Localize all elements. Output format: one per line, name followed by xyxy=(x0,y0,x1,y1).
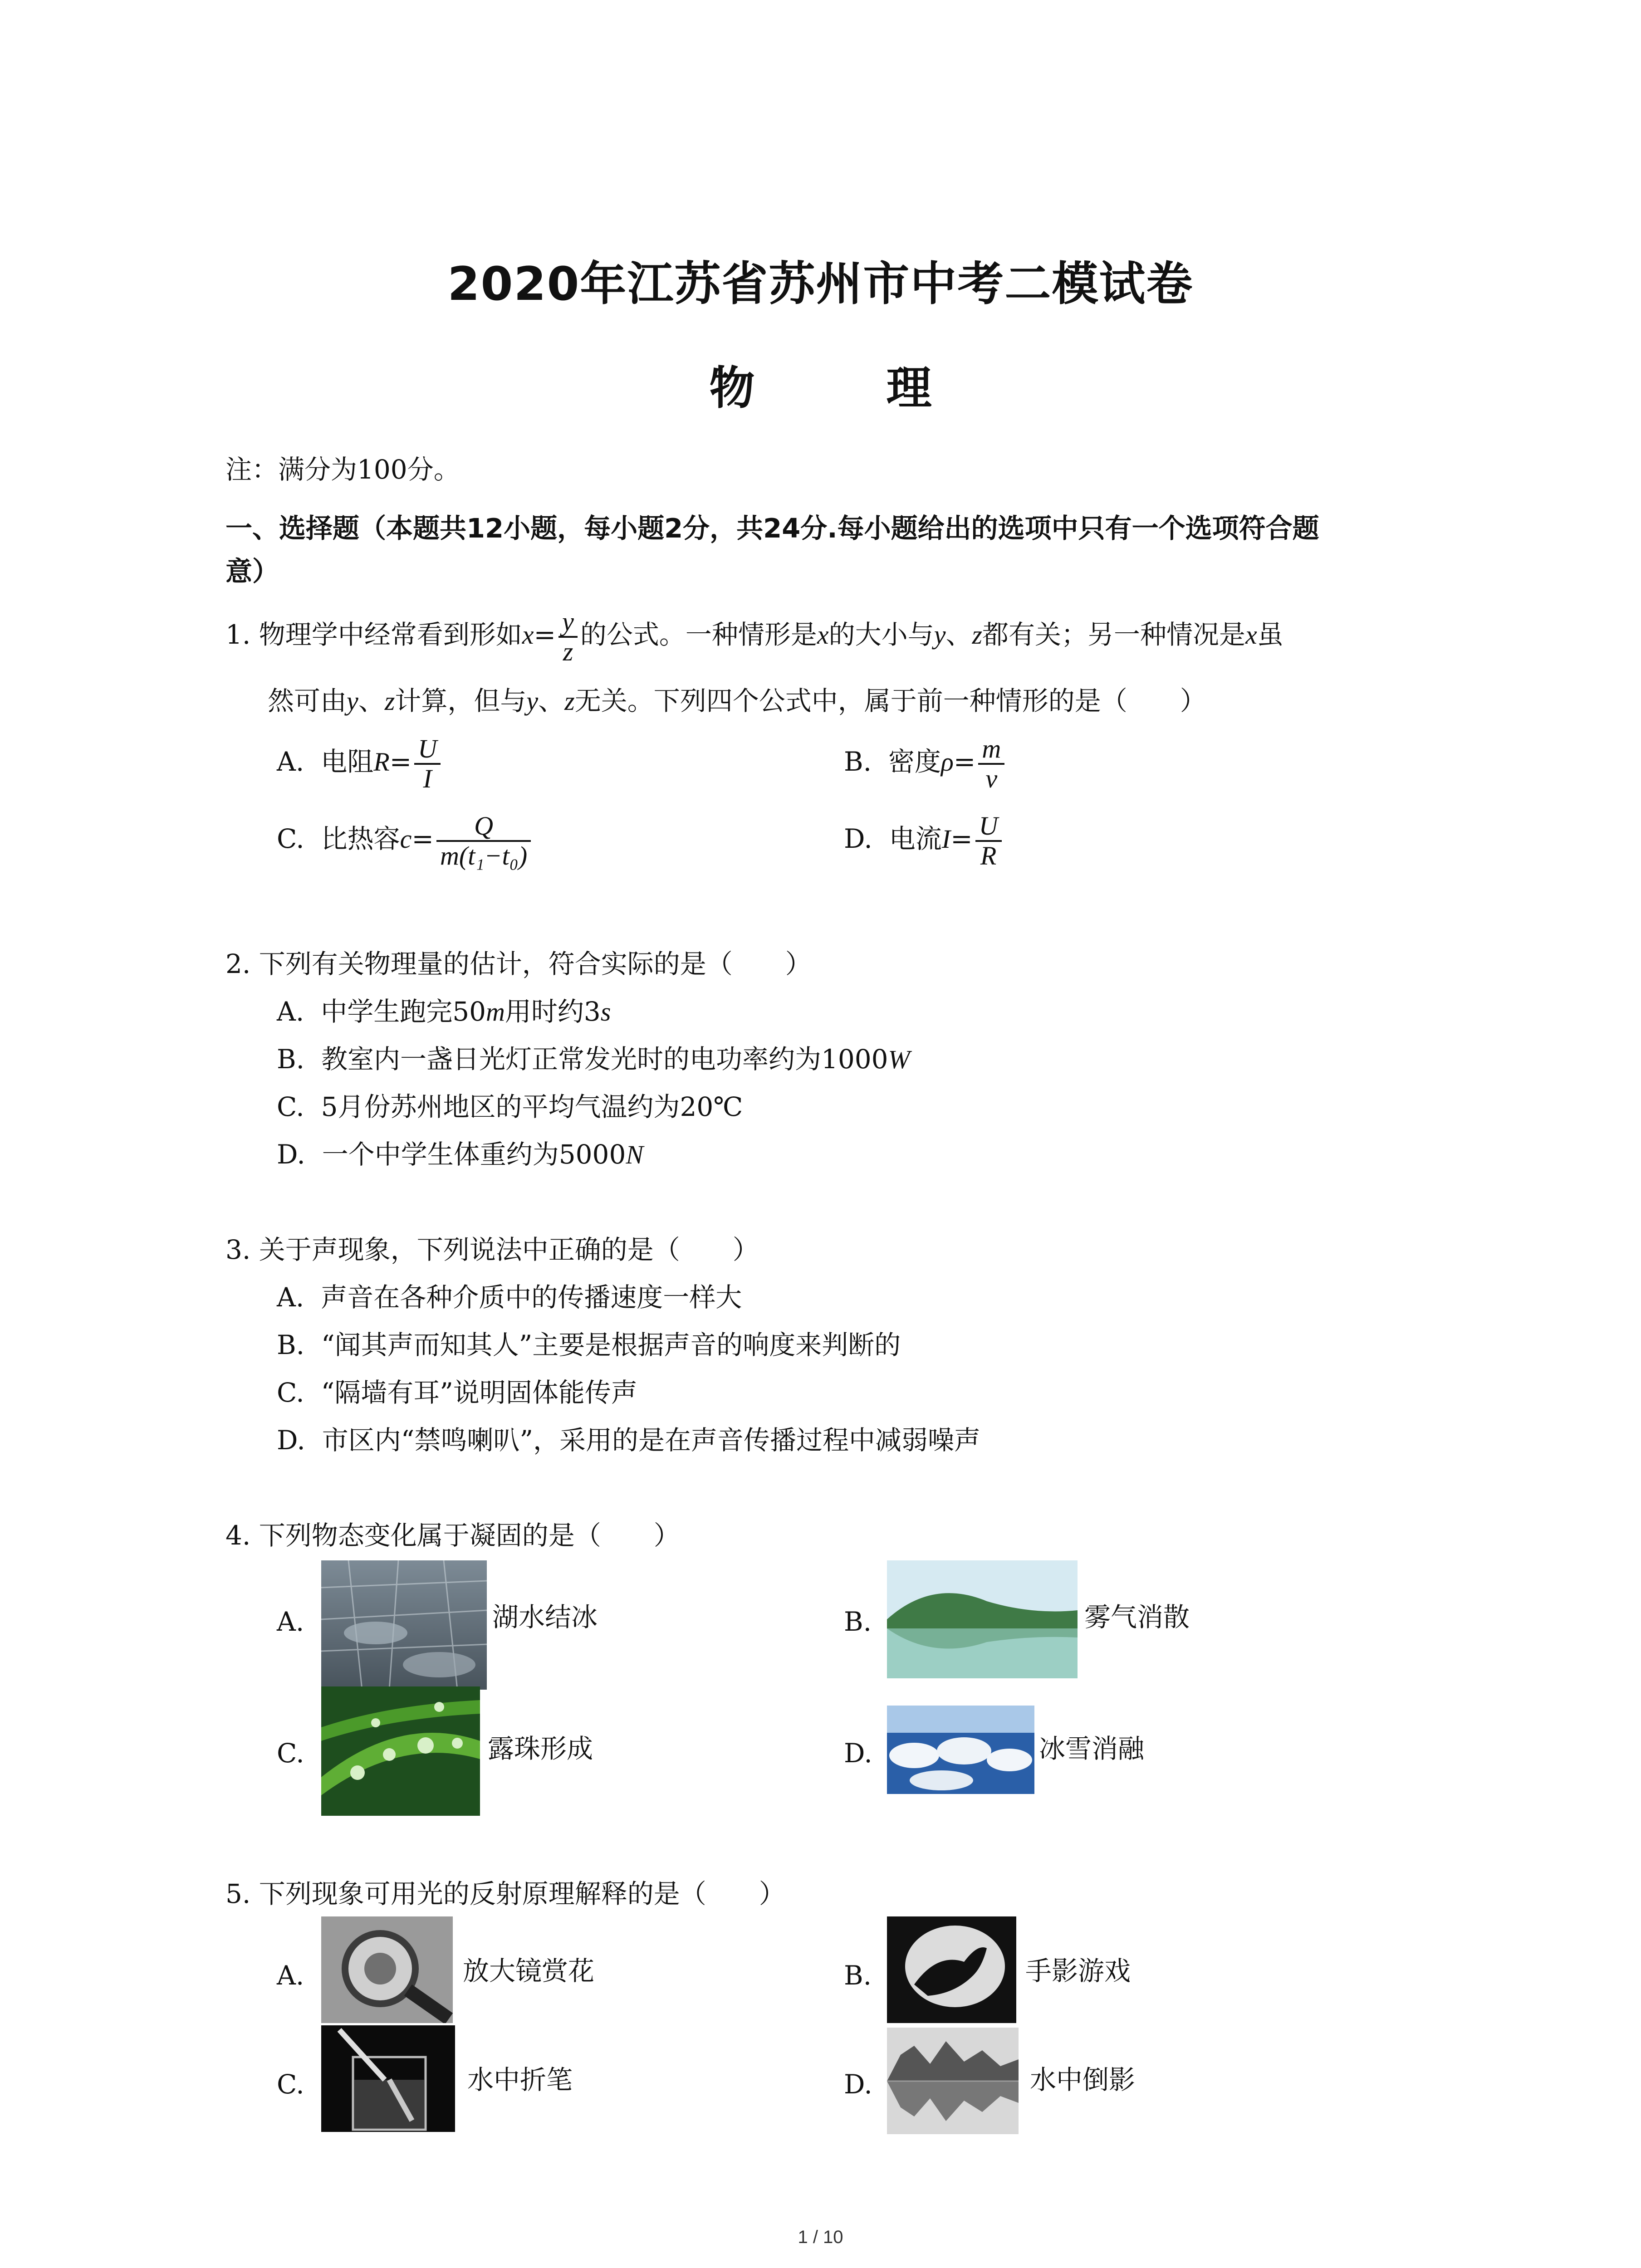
water-reflection-image xyxy=(887,2028,1019,2134)
option-text: 密度 xyxy=(888,746,941,777)
option-text: 5月份苏州地区的平均气温约为20℃ xyxy=(321,1091,743,1122)
option-3a[interactable] xyxy=(277,1281,742,1313)
numerator: m xyxy=(978,735,1004,765)
option-1d[interactable] xyxy=(844,812,1004,870)
separator: 、 xyxy=(945,619,972,650)
question-2-stem: 2. 下列有关物理量的估计，符合实际的是（ ） xyxy=(225,948,812,979)
option-5d-caption: 水中倒影 xyxy=(1030,2064,1136,2095)
frozen-lake-image xyxy=(321,1560,487,1690)
formula-fraction xyxy=(414,735,441,793)
option-4c-caption: 露珠形成 xyxy=(488,1733,593,1764)
score-note: 注：满分为100分。 xyxy=(225,454,460,485)
option-5b-letter[interactable]: B. xyxy=(844,1960,872,1991)
option-2c[interactable] xyxy=(277,1091,743,1123)
equals-sign: = xyxy=(950,823,973,855)
option-text: 比热容 xyxy=(321,823,400,855)
option-1a[interactable] xyxy=(277,735,443,793)
formula-lhs: c xyxy=(400,824,412,854)
denominator: m(t₁−t₀) xyxy=(440,841,528,870)
question-3-stem: 3. 关于声现象，下列说法中正确的是（ ） xyxy=(225,1234,759,1265)
separator: 、 xyxy=(358,685,385,716)
page-number: 1 / 10 xyxy=(798,2227,843,2247)
option-2b[interactable] xyxy=(277,1043,910,1075)
option-text: “隔墙有耳”说明固体能传声 xyxy=(321,1377,637,1408)
option-text: 电流 xyxy=(889,823,942,855)
var-y: y xyxy=(347,686,358,716)
option-text: 市区内“禁鸣喇叭”，采用的是在声音传播过程中减弱噪声 xyxy=(322,1425,981,1456)
option-text: 电阻 xyxy=(321,746,374,777)
var-z: z xyxy=(972,620,983,650)
unit: m xyxy=(486,997,505,1026)
option-4a-letter[interactable]: A. xyxy=(277,1606,304,1637)
exam-title: 2020年江苏省苏州市中考二模试卷 xyxy=(447,257,1194,311)
question-1-line1 xyxy=(225,608,1283,666)
question-4-stem: 4. 下列物态变化属于凝固的是（ ） xyxy=(225,1520,680,1551)
option-text: 教室内一盏日光灯正常发光时的电功率约为1000 xyxy=(321,1044,888,1075)
melting-snow-icon xyxy=(887,1706,1034,1794)
numerator: Q xyxy=(436,812,531,842)
unit: N xyxy=(626,1140,644,1169)
misty-lake-icon xyxy=(887,1560,1078,1678)
option-letter: B. xyxy=(844,746,872,777)
option-4a-caption: 湖水结冰 xyxy=(492,1602,598,1633)
option-letter: C. xyxy=(277,823,304,855)
section-heading-line1: 一、选择题（本题共12小题，每小题2分，共24分.每小题给出的选项中只有一个选项符合题 xyxy=(225,513,1319,544)
dew-drops-image xyxy=(321,1686,480,1816)
var-x: x xyxy=(522,620,534,650)
option-4c-letter[interactable]: C. xyxy=(277,1738,304,1769)
option-5b-caption: 手影游戏 xyxy=(1025,1955,1131,1986)
fraction-y-over-z xyxy=(558,608,578,666)
option-text: 一个中学生体重约为5000 xyxy=(322,1139,626,1170)
var-y: y xyxy=(526,686,539,716)
dew-drops-icon xyxy=(321,1686,480,1816)
numerator: U xyxy=(975,812,1002,842)
q1-text: 的大小与 xyxy=(828,619,934,650)
magnifier-flower-image xyxy=(321,1916,453,2023)
var-z: z xyxy=(384,686,395,716)
question-1-line2 xyxy=(268,685,1206,717)
option-1c[interactable] xyxy=(277,812,534,870)
option-3b[interactable] xyxy=(277,1329,901,1361)
formula-fraction xyxy=(436,812,531,870)
formula-lhs: I xyxy=(941,824,951,854)
denominator: z xyxy=(563,637,573,666)
option-letter: D. xyxy=(277,1425,305,1456)
equals-sign: = xyxy=(389,746,412,777)
option-3d[interactable] xyxy=(277,1424,980,1456)
option-letter: C. xyxy=(277,1377,304,1408)
q1-text: 计算，但与 xyxy=(395,685,527,716)
option-text: 声音在各种介质中的传播速度一样大 xyxy=(321,1282,742,1313)
numerator: y xyxy=(558,608,578,638)
question-number: 1. xyxy=(225,619,251,650)
option-5c-letter[interactable]: C. xyxy=(277,2069,304,2100)
bent-pencil-icon xyxy=(321,2025,455,2132)
option-2d[interactable] xyxy=(277,1139,643,1171)
var-y: y xyxy=(934,620,946,650)
denominator: I xyxy=(423,764,432,793)
q1-text: 都有关；另一种情况是 xyxy=(982,619,1246,650)
option-letter: B. xyxy=(277,1044,305,1075)
option-3c[interactable] xyxy=(277,1377,637,1408)
option-4d-caption: 冰雪消融 xyxy=(1039,1733,1145,1764)
unit: W xyxy=(888,1045,910,1074)
formula-fraction xyxy=(975,812,1002,870)
option-text: 用时约3 xyxy=(505,996,601,1027)
formula-lhs: ρ xyxy=(941,747,954,777)
option-letter: C. xyxy=(277,1091,304,1122)
option-text: 中学生跑完50 xyxy=(321,996,486,1027)
denominator: v xyxy=(985,764,998,793)
section-heading-line2: 意） xyxy=(225,556,279,587)
denominator: R xyxy=(980,841,997,870)
bent-pencil-image xyxy=(321,2025,455,2132)
option-5d-letter[interactable]: D. xyxy=(844,2069,872,2100)
equals-sign: = xyxy=(953,746,976,777)
melting-snow-image xyxy=(887,1706,1034,1794)
question-5-stem: 5. 下列现象可用光的反射原理解释的是（ ） xyxy=(225,1878,785,1909)
var-x: x xyxy=(1245,620,1257,650)
var-x: x xyxy=(817,620,829,650)
option-letter: D. xyxy=(277,1139,305,1170)
option-5c-caption: 水中折笔 xyxy=(467,2064,573,2095)
option-letter: A. xyxy=(277,1282,304,1313)
equals-sign: = xyxy=(534,619,556,650)
option-text: “闻其声而知其人”主要是根据声音的响度来判断的 xyxy=(321,1330,901,1360)
hand-shadow-image xyxy=(887,1916,1016,2023)
option-4d-letter[interactable]: D. xyxy=(844,1738,872,1769)
numerator: U xyxy=(414,735,441,765)
formula-lhs: R xyxy=(373,747,390,777)
q1-text: 物理学中经常看到形如 xyxy=(259,619,522,650)
unit: s xyxy=(600,997,611,1026)
option-letter: A. xyxy=(277,996,304,1027)
subject-title: 物 理 xyxy=(709,362,975,415)
misty-lake-image xyxy=(887,1560,1078,1678)
separator: 、 xyxy=(538,685,565,716)
option-5a-letter[interactable]: A. xyxy=(277,1960,304,1991)
option-letter: B. xyxy=(277,1330,305,1360)
var-z: z xyxy=(564,686,575,716)
q1-text: 的公式。一种情形是 xyxy=(580,619,817,650)
q1-text: 无关。下列四个公式中，属于前一种情形的是（ ） xyxy=(574,685,1206,716)
option-5a-caption: 放大镜赏花 xyxy=(463,1955,595,1986)
hand-shadow-icon xyxy=(887,1916,1016,2023)
q1-text: 然可由 xyxy=(268,685,347,716)
magnifier-flower-icon xyxy=(321,1916,453,2023)
option-2a[interactable] xyxy=(277,996,611,1028)
option-4b-letter[interactable]: B. xyxy=(844,1606,872,1637)
option-4b-caption: 雾气消散 xyxy=(1084,1602,1190,1633)
water-reflection-icon xyxy=(887,2028,1019,2134)
option-letter: A. xyxy=(277,746,304,777)
q1-text: 虽 xyxy=(1257,619,1283,650)
option-letter: D. xyxy=(844,823,872,855)
frozen-lake-icon xyxy=(321,1560,487,1690)
formula-fraction xyxy=(978,735,1004,793)
equals-sign: = xyxy=(411,823,434,855)
option-1b[interactable] xyxy=(844,735,1007,793)
